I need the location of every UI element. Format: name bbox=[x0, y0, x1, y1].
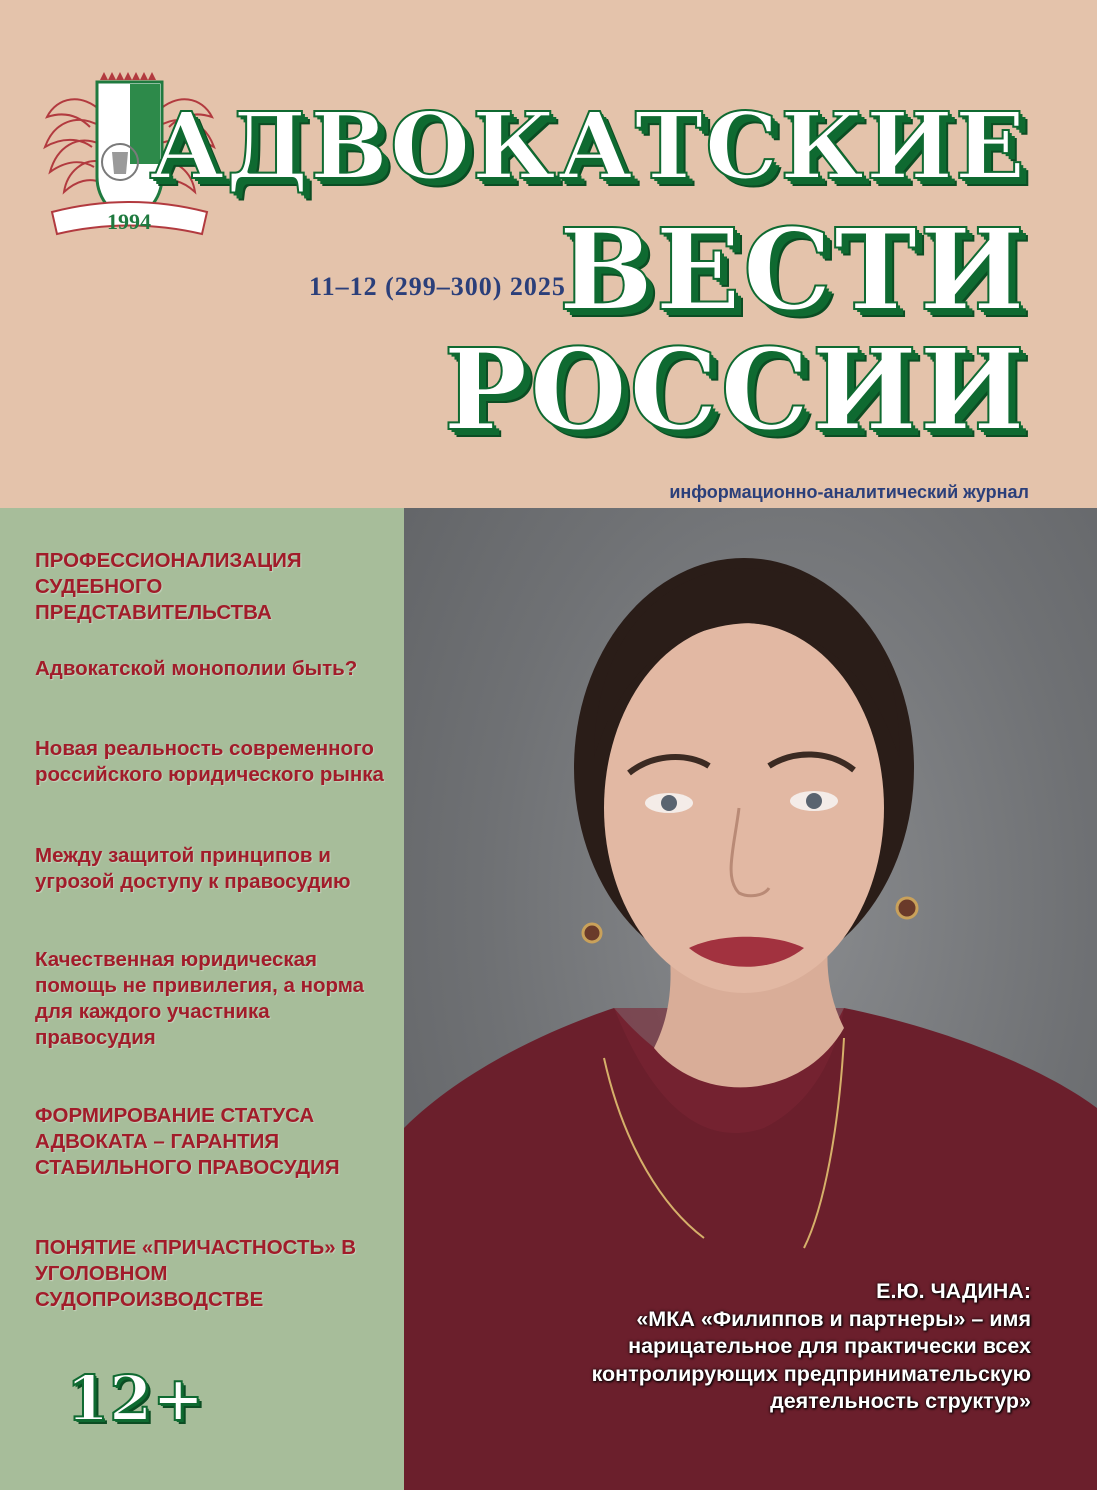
masthead bbox=[0, 0, 1097, 508]
headline: Адвокатской монополии быть? bbox=[35, 657, 358, 680]
logo-year: 1994 bbox=[107, 209, 151, 234]
magazine-title-line-3: РОССИИ bbox=[443, 325, 1027, 456]
magazine-title-line-1: АДВОКАТСКИЕ bbox=[149, 92, 1027, 200]
cover-story-quote: «МКА «Филиппов и партнеры» – имя нарицательное для практически всех контролирующих предпринимательскую деятельность структур» bbox=[591, 1306, 1031, 1413]
headline: Новая реальность современного российского юридического рынка bbox=[35, 737, 384, 786]
magazine-subtitle: информационно-аналитический журнал bbox=[669, 482, 1029, 502]
cover-story-name: Е.Ю. ЧАДИНА: bbox=[876, 1279, 1031, 1303]
age-rating: 12+ bbox=[66, 1362, 205, 1435]
issue-number: 11–12 (299–300) 2025 bbox=[309, 272, 566, 301]
headline: ПОНЯТИЕ «ПРИЧАСТНОСТЬ» В УГОЛОВНОМ СУДОПРОИЗВОДСТВЕ bbox=[35, 1236, 357, 1311]
headline: ПРОФЕССИОНАЛИЗАЦИЯ СУДЕБНОГО ПРЕДСТАВИТЕЛЬСТВА bbox=[35, 549, 302, 624]
cover-story-caption bbox=[411, 1278, 1031, 1416]
magazine-title-line-2: ВЕСТИ bbox=[558, 205, 1027, 336]
headline: Между защитой принципов и угрозой доступу к правосудию bbox=[35, 844, 351, 893]
headline: Качественная юридическая помощь не привилегия, а норма для каждого участника правосудия bbox=[35, 948, 365, 1049]
headline: ФОРМИРОВАНИЕ СТАТУСА АДВОКАТА – ГАРАНТИЯ СТАБИЛЬНОГО ПРАВОСУДИЯ bbox=[35, 1104, 340, 1179]
